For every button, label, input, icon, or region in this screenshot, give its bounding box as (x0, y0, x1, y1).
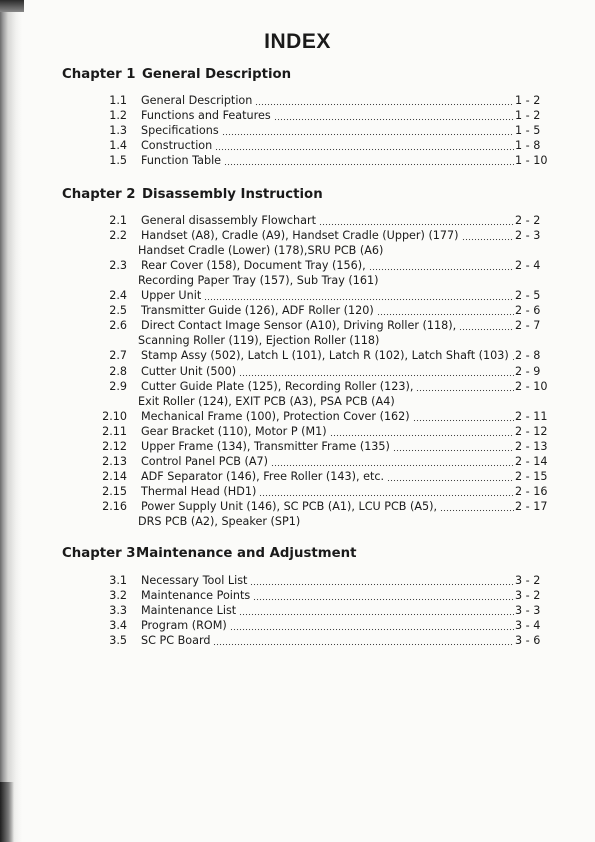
section-title: Maintenance List (141, 604, 237, 617)
section-title: Gear Bracket (110), Motor P (M1) (141, 425, 327, 438)
dot-leader (271, 454, 514, 469)
dot-leader (239, 364, 514, 379)
section-title: General Description (141, 94, 253, 107)
toc-entry[interactable] (97, 484, 560, 499)
dot-leader (222, 123, 514, 138)
section-title: General disassembly Flowchart (141, 214, 316, 227)
dot-leader (416, 379, 514, 394)
section-title: Rear Cover (158), Document Tray (156), (141, 259, 366, 272)
page-number: 3 - 2 (515, 574, 541, 587)
dot-leader (253, 588, 514, 603)
section-number: 3.2 (109, 589, 127, 602)
section-title: Upper Frame (134), Transmitter Frame (135) (141, 440, 390, 453)
dot-leader (377, 303, 514, 318)
toc-entry[interactable] (97, 454, 560, 469)
section-number: 2.12 (102, 440, 127, 453)
toc-entry[interactable] (97, 439, 560, 454)
section-number: 1.2 (109, 109, 127, 122)
chapter-title: General Description (142, 67, 292, 82)
section-title: Necessary Tool List (141, 574, 248, 587)
page-number: 2 - 11 (515, 410, 548, 423)
section-number: 2.1 (109, 214, 127, 227)
section-title: Function Table (141, 154, 222, 167)
section-number: 2.3 (109, 259, 127, 272)
section-title: Direct Contact Image Sensor (A10), Driving Roller (118), (141, 319, 457, 332)
toc-entry[interactable] (97, 258, 560, 273)
section-title: Handset (A8), Cradle (A9), Handset Cradle (Upper) (177) (141, 229, 459, 242)
section-title: ADF Separator (146), Free Roller (143), etc. (141, 470, 385, 483)
dot-leader (224, 153, 514, 168)
page-number: 1 - 2 (515, 94, 541, 107)
section-title-continuation: Scanning Roller (119), Ejection Roller (118) (138, 334, 380, 347)
section-title: Transmitter Guide (126), ADF Roller (120) (141, 304, 374, 317)
page-number: 2 - 7 (515, 319, 541, 332)
section-number: 2.7 (109, 349, 127, 362)
page-number: 2 - 12 (515, 425, 548, 438)
section-number: 1.1 (109, 94, 127, 107)
section-title: Upper Unit (141, 289, 202, 302)
dot-leader (250, 573, 514, 588)
section-number: 2.15 (102, 485, 127, 498)
scan-shadow-edge (0, 0, 22, 842)
section-number: 1.4 (109, 139, 127, 152)
toc-entry[interactable] (97, 364, 560, 379)
dot-leader (230, 618, 514, 633)
toc-entry[interactable] (97, 228, 560, 243)
section-number: 1.5 (109, 154, 127, 167)
toc-entry[interactable] (97, 469, 560, 484)
section-number: 2.10 (102, 410, 127, 423)
toc-entry[interactable] (97, 618, 560, 633)
section-title: Thermal Head (HD1) (141, 485, 257, 498)
section-title: Mechanical Frame (100), Protection Cover (162) (141, 410, 410, 423)
chapter-heading (62, 546, 560, 564)
section-number: 2.16 (102, 500, 127, 513)
toc-entry[interactable] (97, 138, 560, 153)
toc-entry[interactable] (97, 379, 560, 394)
section-title-continuation: DRS PCB (A2), Speaker (SP1) (138, 515, 301, 528)
chapter-title: Maintenance and Adjustment (136, 546, 357, 561)
toc-entry[interactable] (97, 603, 560, 618)
chapter-heading (62, 187, 560, 205)
section-number: 2.9 (109, 380, 127, 393)
page-number: 2 - 16 (515, 485, 548, 498)
section-title: Specifications (141, 124, 219, 137)
section-number: 3.4 (109, 619, 127, 632)
section-title: Control Panel PCB (A7) (141, 455, 269, 468)
dot-leader (512, 348, 514, 363)
page-number: 2 - 3 (515, 229, 541, 242)
page-title: INDEX (264, 30, 331, 53)
page-number: 3 - 3 (515, 604, 541, 617)
page-number: 3 - 6 (515, 634, 541, 647)
dot-leader (369, 258, 514, 273)
page-number: 2 - 4 (515, 259, 541, 272)
chapter-number: Chapter 3 (62, 546, 136, 561)
toc-entry[interactable] (97, 288, 560, 303)
section-title: Construction (141, 139, 213, 152)
page-number: 1 - 8 (515, 139, 541, 152)
section-title: Cutter Guide Plate (125), Recording Roller (123), (141, 380, 414, 393)
dot-leader (319, 213, 514, 228)
page-number: 2 - 10 (515, 380, 548, 393)
page-number: 2 - 13 (515, 440, 548, 453)
section-title: Maintenance Points (141, 589, 251, 602)
toc-entry[interactable] (97, 213, 560, 228)
section-title: Stamp Assy (502), Latch L (101), Latch R (102), Latch Shaft (103) (141, 349, 509, 362)
section-title: Program (ROM) (141, 619, 227, 632)
section-number: 3.5 (109, 634, 127, 647)
page-number: 2 - 2 (515, 214, 541, 227)
dot-leader (413, 409, 514, 424)
section-title: Power Supply Unit (146), SC PCB (A1), LCU PCB (A5), (141, 500, 438, 513)
section-title-continuation: Recording Paper Tray (157), Sub Tray (161) (138, 274, 379, 287)
dot-leader (330, 424, 514, 439)
page-number: 1 - 2 (515, 109, 541, 122)
dot-leader (215, 138, 514, 153)
chapter-number: Chapter 2 (62, 187, 136, 202)
page-number: 2 - 14 (515, 455, 548, 468)
section-number: 2.11 (102, 425, 127, 438)
dot-leader (259, 484, 514, 499)
section-number: 1.3 (109, 124, 127, 137)
page-number: 3 - 2 (515, 589, 541, 602)
dot-leader (459, 318, 514, 333)
dot-leader (255, 93, 514, 108)
toc-entry[interactable] (97, 409, 560, 424)
toc-entry[interactable] (97, 348, 560, 363)
toc-entry[interactable] (97, 153, 560, 168)
toc-entry[interactable] (97, 108, 560, 123)
toc-entry[interactable] (97, 588, 560, 603)
section-number: 2.14 (102, 470, 127, 483)
section-number: 2.6 (109, 319, 127, 332)
section-title: SC PC Board (141, 634, 211, 647)
dot-leader (387, 469, 514, 484)
page-number: 2 - 8 (515, 349, 541, 362)
dot-leader (440, 499, 514, 514)
toc-entry[interactable] (97, 123, 560, 138)
toc-entry[interactable] (97, 573, 560, 588)
dot-leader (393, 439, 514, 454)
section-number: 2.2 (109, 229, 127, 242)
page-number: 2 - 9 (515, 365, 541, 378)
section-number: 2.4 (109, 289, 127, 302)
section-number: 2.13 (102, 455, 127, 468)
page-number: 3 - 4 (515, 619, 541, 632)
toc-entry[interactable] (97, 93, 560, 108)
toc-entry[interactable] (97, 633, 560, 648)
page-number: 2 - 15 (515, 470, 548, 483)
section-number: 2.8 (109, 365, 127, 378)
page-number: 1 - 10 (515, 154, 548, 167)
toc-entry[interactable] (97, 424, 560, 439)
section-title-continuation: Exit Roller (124), EXIT PCB (A3), PSA PCB (A4) (138, 395, 395, 408)
chapter-heading (62, 67, 560, 85)
chapter-title: Disassembly Instruction (142, 187, 323, 202)
page-number: 2 - 5 (515, 289, 541, 302)
section-title: Cutter Unit (500) (141, 365, 237, 378)
dot-leader (204, 288, 514, 303)
chapter-number: Chapter 1 (62, 67, 136, 82)
section-number: 2.5 (109, 304, 127, 317)
section-title-continuation: Handset Cradle (Lower) (178),SRU PCB (A6) (138, 244, 384, 257)
section-title: Functions and Features (141, 109, 271, 122)
dot-leader (462, 228, 514, 243)
toc-entry[interactable] (97, 318, 560, 333)
section-number: 3.1 (109, 574, 127, 587)
section-number: 3.3 (109, 604, 127, 617)
toc-entry[interactable] (97, 303, 560, 318)
dot-leader (213, 633, 514, 648)
page-number: 2 - 6 (515, 304, 541, 317)
dot-leader (274, 108, 514, 123)
dot-leader (239, 603, 514, 618)
page-number: 2 - 17 (515, 500, 548, 513)
toc-entry[interactable] (97, 499, 560, 514)
page-number: 1 - 5 (515, 124, 541, 137)
